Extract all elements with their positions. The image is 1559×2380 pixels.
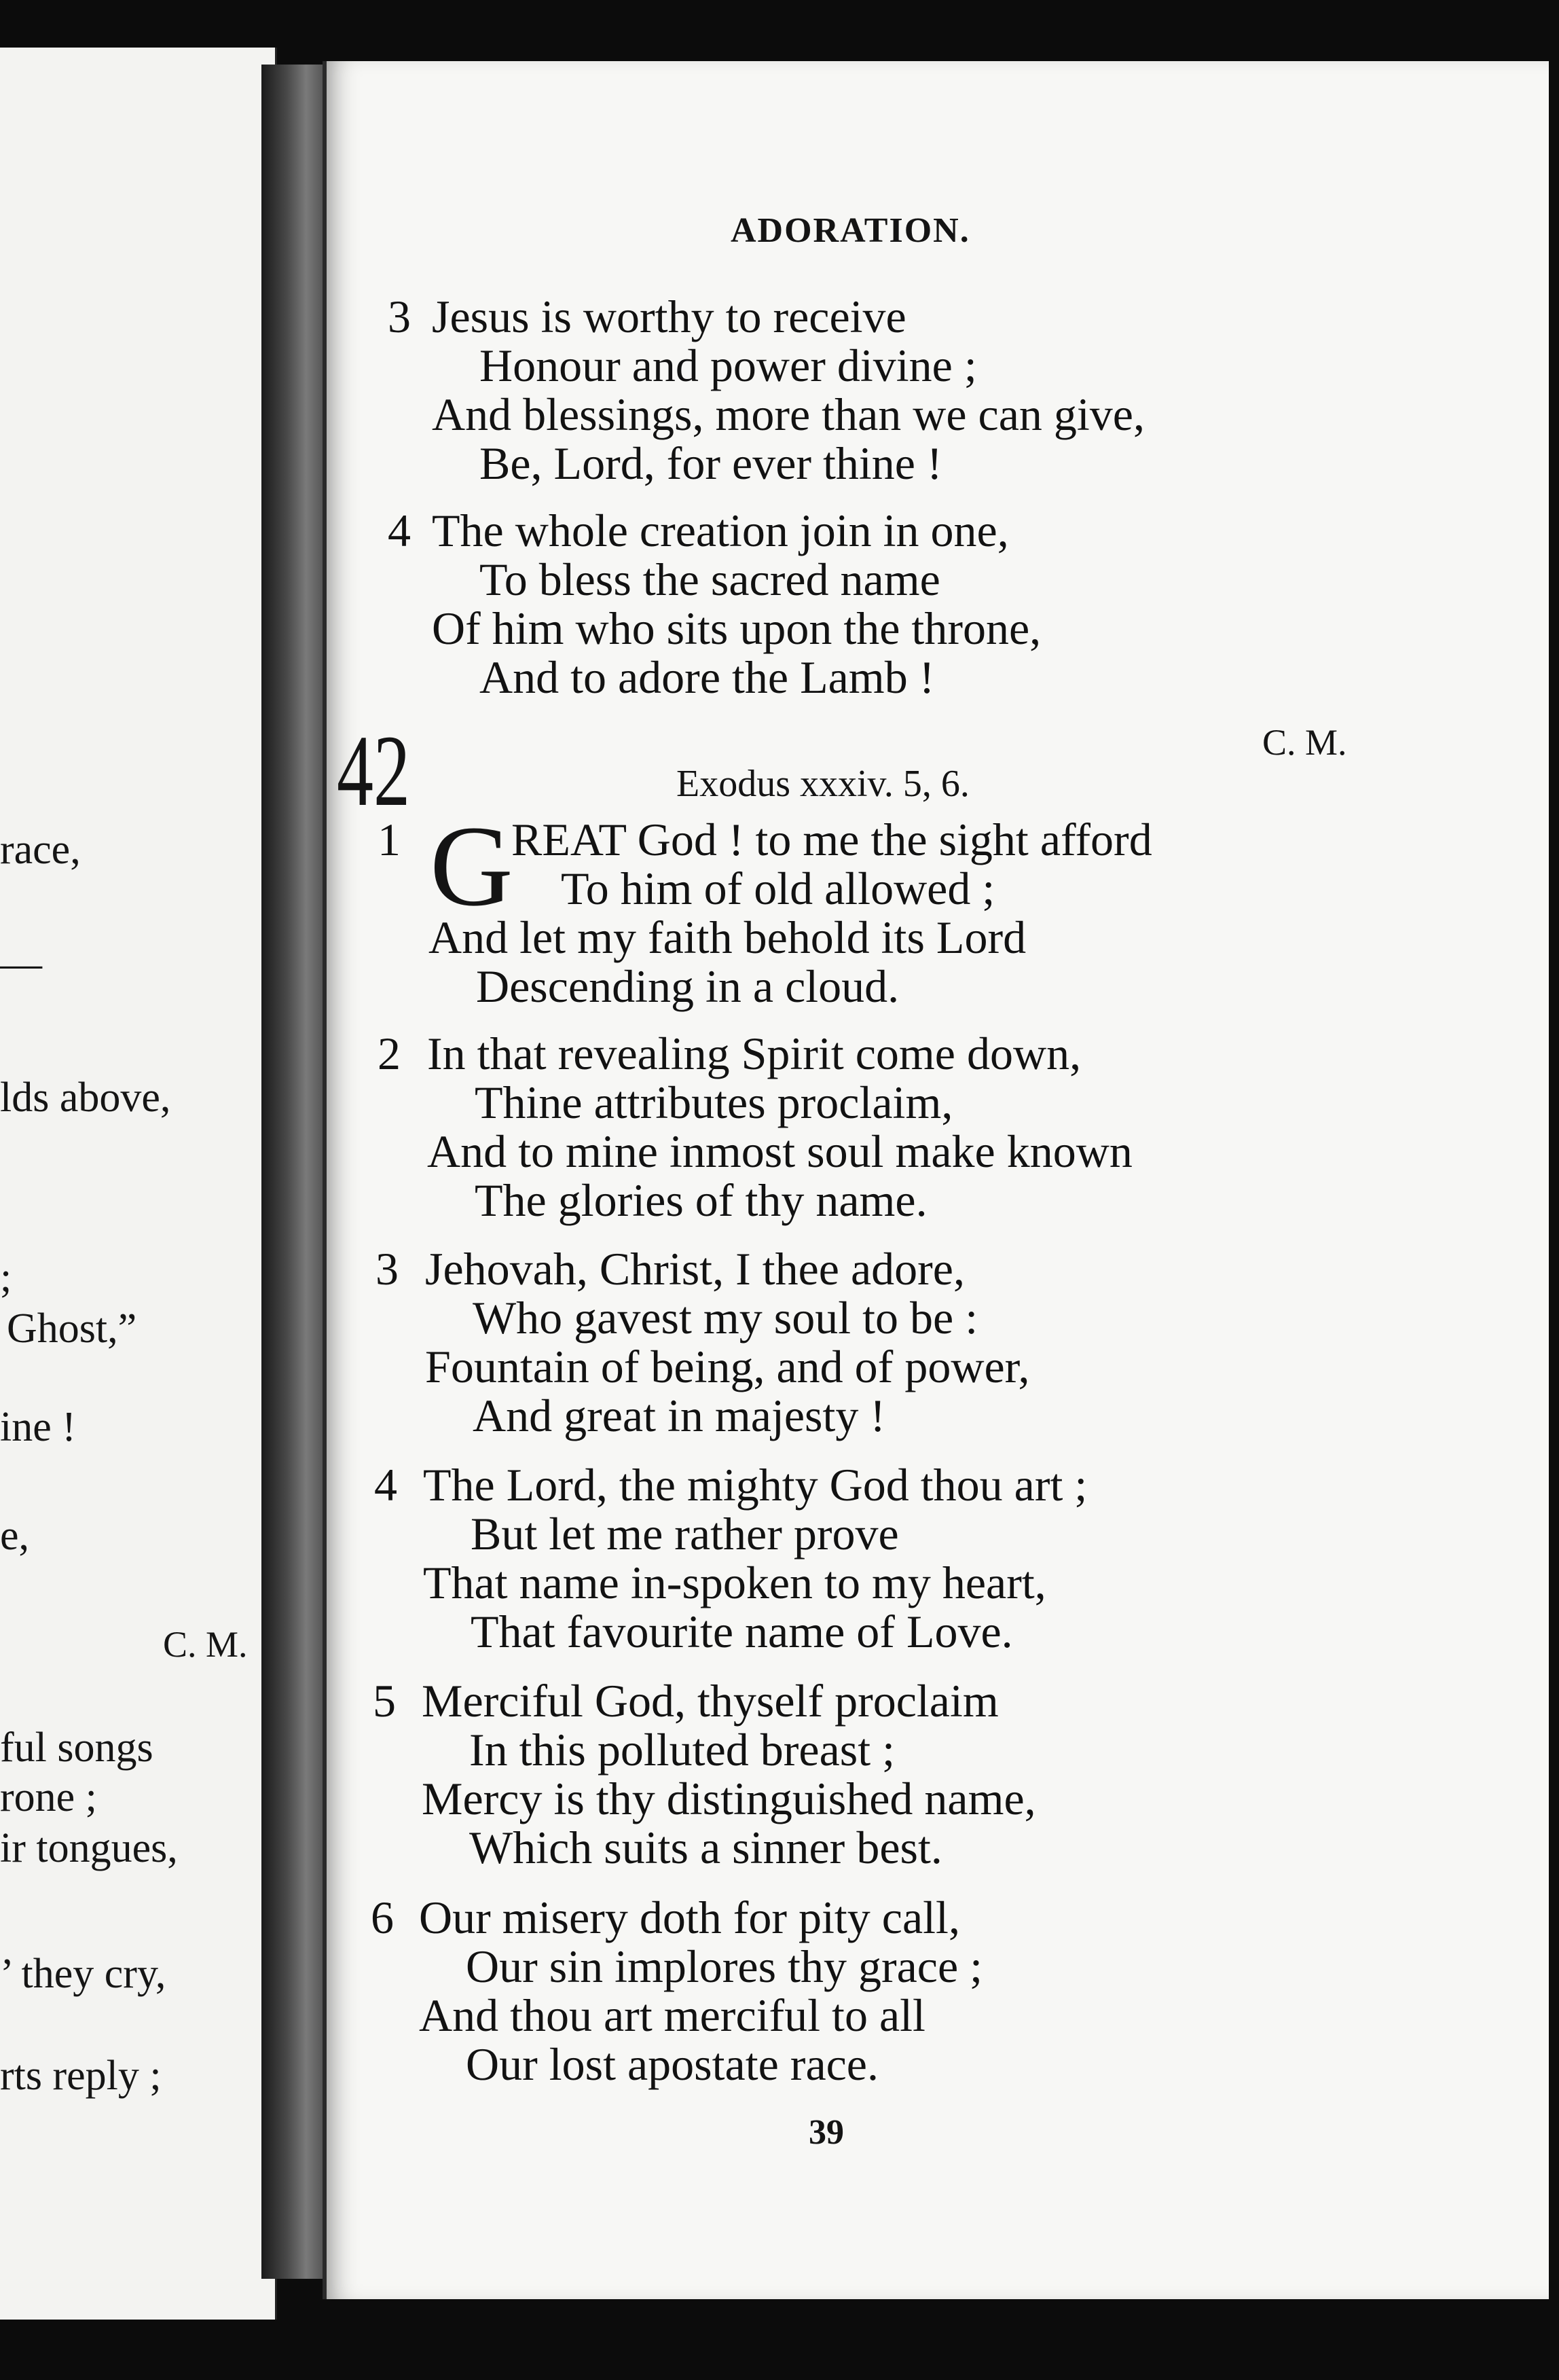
stanza-number: 4 [388,505,411,556]
left-fragment: lds above, [0,1075,171,1121]
left-fragment: ful songs [0,1725,153,1771]
verse-line: The glories of thy name. [475,1174,928,1226]
left-fragment: e, [0,1513,30,1559]
verse-line: Our sin implores thy grace ; [466,1941,983,1992]
stanza-number: 3 [388,291,411,342]
verse-line: The Lord, the mighty God thou art ; [423,1459,1088,1511]
left-fragment: race, [0,827,81,873]
stanza-number: 5 [373,1675,396,1727]
drop-cap: G [430,802,513,930]
hymn-meter: C. M. [1262,722,1347,763]
verse-line: And thou art merciful to all [419,1989,925,2041]
verse-line: Of him who sits upon the throne, [432,602,1042,654]
left-fragment: ; [0,1255,12,1301]
page-header: ADORATION. [731,211,970,250]
verse-line: That favourite name of Love. [471,1606,1013,1657]
verse-line: That name in-spoken to my heart, [423,1557,1046,1608]
verse-line: Which suits a sinner best. [469,1822,942,1873]
left-fragment: ’ they cry, [0,1951,166,1997]
left-fragment: rone ; [0,1774,97,1820]
verse-line: And to adore the Lamb ! [479,651,935,703]
verse-line: Who gavest my soul to be : [473,1292,978,1344]
left-page [0,48,277,2320]
verse-line: Our lost apostate race. [466,2038,879,2090]
left-fragment: ir tongues, [0,1825,178,1871]
hymn-number: 42 [337,715,410,827]
left-meter: C. M. [163,1624,248,1665]
stanza-number: 2 [378,1028,401,1079]
verse-line: And to mine inmost soul make known [427,1125,1133,1177]
verse-line: But let me rather prove [471,1508,899,1559]
verse-line: And let my faith behold its Lord [428,912,1027,963]
stanza-number: 1 [378,814,401,865]
verse-line: In that revealing Spirit come down, [427,1028,1082,1079]
verse-line: Fountain of being, and of power, [425,1341,1030,1392]
left-fragment: — [0,941,42,987]
stanza-number: 4 [374,1459,397,1511]
verse-line: Our misery doth for pity call, [419,1892,960,1943]
left-fragment: rts reply ; [0,2053,162,2099]
verse-line: In this polluted breast ; [469,1724,896,1775]
verse-line: Be, Lord, for ever thine ! [479,437,942,489]
verse-line: And blessings, more than we can give, [432,389,1145,440]
verse-line: To bless the sacred name [479,554,940,605]
verse-line: Mercy is thy distinguished name, [422,1773,1036,1824]
verse-line: REAT God ! to me the sight afford [511,814,1152,865]
verse-line: And great in majesty ! [473,1390,886,1441]
stanza-number: 3 [375,1243,399,1295]
verse-line: Jehovah, Christ, I thee adore, [425,1243,965,1295]
verse-line: Thine attributes proclaim, [475,1077,953,1128]
left-fragment: Ghost,” [7,1305,137,1352]
verse-line: Descending in a cloud. [476,960,900,1012]
verse-line: Jesus is worthy to receive [432,291,906,342]
right-page [323,61,1549,2299]
verse-line: The whole creation join in one, [432,505,1009,556]
verse-line: To him of old allowed ; [561,863,995,914]
page-number: 39 [809,2113,844,2152]
stanza-number: 6 [371,1892,394,1943]
left-fragment: ine ! [0,1404,76,1450]
scripture-reference: Exodus xxxiv. 5, 6. [676,763,970,805]
verse-line: Honour and power divine ; [479,340,977,391]
verse-line: Merciful God, thyself proclaim [422,1675,999,1727]
